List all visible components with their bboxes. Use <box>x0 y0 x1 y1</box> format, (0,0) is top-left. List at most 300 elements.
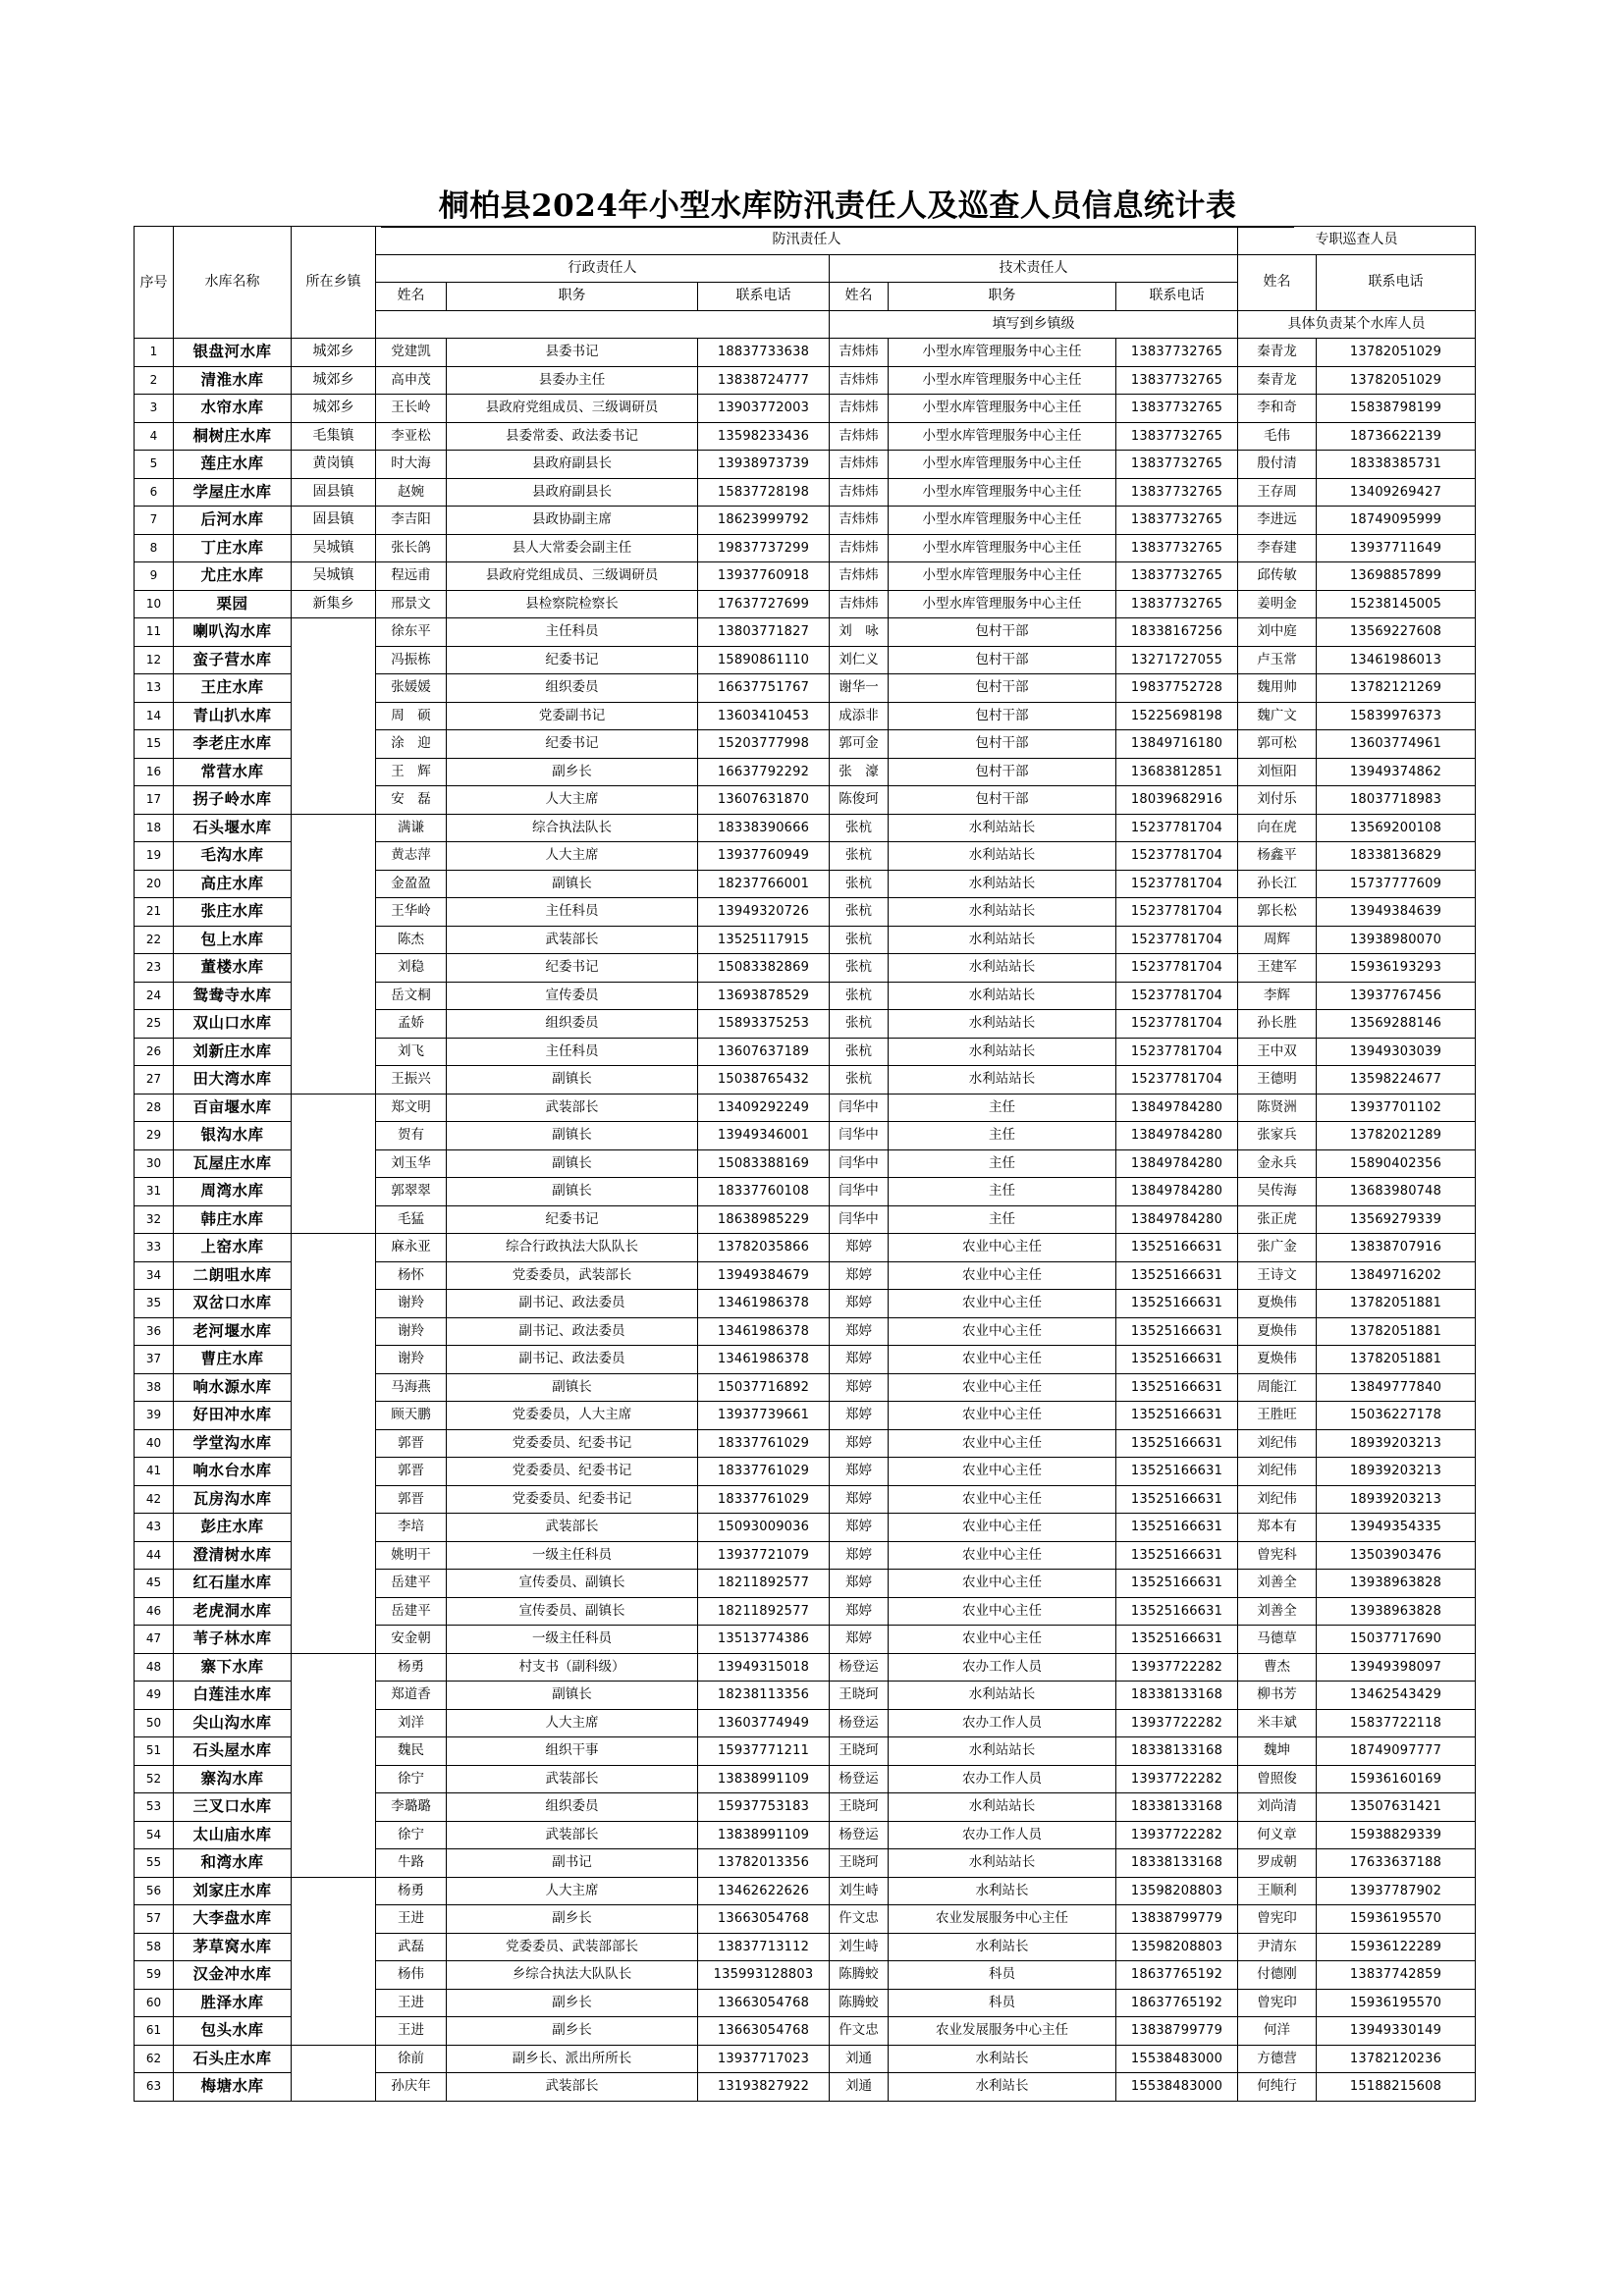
patrol-phone: 13782051029 <box>1317 366 1476 395</box>
admin-name: 涂 迎 <box>376 730 447 759</box>
row-number: 6 <box>135 478 174 507</box>
row-number: 8 <box>135 534 174 562</box>
admin-phone: 13838724777 <box>698 366 830 395</box>
table-row <box>135 562 1476 591</box>
patrol-phone: 15036227178 <box>1317 1402 1476 1430</box>
tech-position: 水利站站长 <box>889 1737 1116 1766</box>
admin-position: 综合执法队长 <box>447 814 698 842</box>
tech-position: 主任 <box>889 1149 1116 1178</box>
patrol-name: 孙长胜 <box>1238 1010 1317 1039</box>
row-number: 54 <box>135 1821 174 1849</box>
tech-phone: 15237781704 <box>1116 842 1238 871</box>
tech-name: 王晓珂 <box>830 1682 889 1710</box>
tech-position: 农业中心主任 <box>889 1290 1116 1318</box>
admin-phone: 13461986378 <box>698 1317 830 1346</box>
tech-phone: 18338133168 <box>1116 1737 1238 1766</box>
header-admin-phone: 联系电话 <box>698 283 830 311</box>
admin-position: 党委委员、纪委书记 <box>447 1458 698 1486</box>
admin-position: 副镇长 <box>447 870 698 898</box>
reservoir-name: 尖山沟水库 <box>174 1709 292 1737</box>
reservoir-name: 和湾水库 <box>174 1849 292 1878</box>
row-number: 1 <box>135 339 174 367</box>
tech-position: 农业中心主任 <box>889 1261 1116 1290</box>
tech-name: 郑婷 <box>830 1234 889 1262</box>
admin-phone: 18337760108 <box>698 1178 830 1206</box>
reservoir-name: 周湾水库 <box>174 1178 292 1206</box>
reservoir-name: 毛沟水库 <box>174 842 292 871</box>
tech-position: 水利站长 <box>889 1877 1116 1905</box>
tech-position: 农业中心主任 <box>889 1402 1116 1430</box>
tech-phone: 18338133168 <box>1116 1793 1238 1822</box>
patrol-phone: 13569288146 <box>1317 1010 1476 1039</box>
tech-phone: 13525166631 <box>1116 1317 1238 1346</box>
tech-position: 农业中心主任 <box>889 1234 1116 1262</box>
patrol-phone: 13782051881 <box>1317 1290 1476 1318</box>
admin-phone: 13937760949 <box>698 842 830 871</box>
admin-position: 武装部长 <box>447 1094 698 1122</box>
admin-name: 谢羚 <box>376 1346 447 1374</box>
row-number: 44 <box>135 1541 174 1570</box>
admin-phone: 13837713112 <box>698 1933 830 1961</box>
patrol-phone: 13938980070 <box>1317 926 1476 954</box>
admin-phone: 18238113356 <box>698 1682 830 1710</box>
town-name <box>292 1094 376 1234</box>
admin-name: 李璐璐 <box>376 1793 447 1822</box>
tech-name: 杨登运 <box>830 1765 889 1793</box>
tech-phone: 13838799779 <box>1116 2017 1238 2046</box>
reservoir-name: 莲庄水库 <box>174 451 292 479</box>
admin-position: 县政府副县长 <box>447 451 698 479</box>
tech-position: 小型水库管理服务中心主任 <box>889 366 1116 395</box>
tech-phone: 13837732765 <box>1116 395 1238 423</box>
tech-name: 郑婷 <box>830 1570 889 1598</box>
tech-name: 刘通 <box>830 2073 889 2102</box>
tech-position: 小型水库管理服务中心主任 <box>889 395 1116 423</box>
admin-position: 副乡长 <box>447 2017 698 2046</box>
admin-position: 党委副书记 <box>447 702 698 730</box>
tech-name: 吉炜炜 <box>830 590 889 618</box>
patrol-name: 吴传海 <box>1238 1178 1317 1206</box>
town-name: 城郊乡 <box>292 395 376 423</box>
patrol-phone: 13409269427 <box>1317 478 1476 507</box>
tech-position: 水利站站长 <box>889 1682 1116 1710</box>
tech-name: 闫华中 <box>830 1149 889 1178</box>
header-admin-name: 姓名 <box>376 283 447 311</box>
header-admin-position: 职务 <box>447 283 698 311</box>
admin-phone: 13193827922 <box>698 2073 830 2102</box>
tech-name: 郑婷 <box>830 1261 889 1290</box>
admin-position: 纪委书记 <box>447 646 698 674</box>
patrol-name: 毛伟 <box>1238 422 1317 451</box>
patrol-phone: 15737777609 <box>1317 870 1476 898</box>
admin-name: 岳建平 <box>376 1597 447 1626</box>
patrol-name: 刘纪伟 <box>1238 1429 1317 1458</box>
patrol-name: 向在虎 <box>1238 814 1317 842</box>
patrol-phone: 13782051881 <box>1317 1317 1476 1346</box>
row-number: 46 <box>135 1597 174 1626</box>
tech-phone: 13525166631 <box>1116 1485 1238 1514</box>
reservoir-name: 寨下水库 <box>174 1653 292 1682</box>
patrol-name: 夏焕伟 <box>1238 1290 1317 1318</box>
tech-phone: 13849784280 <box>1116 1094 1238 1122</box>
reservoir-name: 田大湾水库 <box>174 1066 292 1095</box>
tech-position: 农业中心主任 <box>889 1597 1116 1626</box>
header-flood-responsible: 防汛责任人 <box>376 227 1238 255</box>
patrol-name: 秦青龙 <box>1238 366 1317 395</box>
admin-phone: 18237766001 <box>698 870 830 898</box>
reservoir-name: 双岔口水库 <box>174 1290 292 1318</box>
reservoir-name: 响水台水库 <box>174 1458 292 1486</box>
table-row <box>135 1877 1476 1905</box>
row-number: 45 <box>135 1570 174 1598</box>
tech-name: 郑婷 <box>830 1402 889 1430</box>
patrol-phone: 13949330149 <box>1317 2017 1476 2046</box>
tech-phone: 13849784280 <box>1116 1122 1238 1150</box>
row-number: 25 <box>135 1010 174 1039</box>
tech-name: 陈腾蛟 <box>830 1961 889 1990</box>
patrol-phone: 18338385731 <box>1317 451 1476 479</box>
patrol-name: 刘恒阳 <box>1238 758 1317 786</box>
admin-position: 副镇长 <box>447 1682 698 1710</box>
admin-phone: 18211892577 <box>698 1597 830 1626</box>
row-number: 52 <box>135 1765 174 1793</box>
reservoir-name: 寨沟水库 <box>174 1765 292 1793</box>
town-name <box>292 2045 376 2101</box>
tech-name: 张杭 <box>830 1010 889 1039</box>
tech-phone: 13837732765 <box>1116 366 1238 395</box>
tech-phone: 13837732765 <box>1116 451 1238 479</box>
patrol-phone: 18338136829 <box>1317 842 1476 871</box>
reservoir-name: 胜泽水库 <box>174 1989 292 2017</box>
tech-name: 郑婷 <box>830 1458 889 1486</box>
tech-phone: 13683812851 <box>1116 758 1238 786</box>
tech-name: 闫华中 <box>830 1094 889 1122</box>
admin-phone: 13838991109 <box>698 1821 830 1849</box>
admin-phone: 13461986378 <box>698 1290 830 1318</box>
town-name: 黄岗镇 <box>292 451 376 479</box>
reservoir-name: 大李盘水库 <box>174 1905 292 1934</box>
tech-phone: 13525166631 <box>1116 1373 1238 1402</box>
admin-position: 县政府党组成员、三级调研员 <box>447 395 698 423</box>
patrol-name: 魏广文 <box>1238 702 1317 730</box>
row-number: 39 <box>135 1402 174 1430</box>
tech-phone: 13849716180 <box>1116 730 1238 759</box>
patrol-name: 魏坤 <box>1238 1737 1317 1766</box>
tech-phone: 13525166631 <box>1116 1290 1238 1318</box>
tech-phone: 18338167256 <box>1116 618 1238 647</box>
reservoir-name: 瓦房沟水库 <box>174 1485 292 1514</box>
reservoir-name: 红石崖水库 <box>174 1570 292 1598</box>
row-number: 63 <box>135 2073 174 2102</box>
table-row <box>135 814 1476 842</box>
tech-position: 水利站站长 <box>889 898 1116 927</box>
admin-position: 宣传委员、副镇长 <box>447 1570 698 1598</box>
tech-position: 农业中心主任 <box>889 1458 1116 1486</box>
admin-phone: 18623999792 <box>698 507 830 535</box>
admin-name: 杨伟 <box>376 1961 447 1990</box>
tech-name: 郑婷 <box>830 1429 889 1458</box>
reservoir-name: 苇子林水库 <box>174 1626 292 1654</box>
patrol-phone: 15936195570 <box>1317 1989 1476 2017</box>
tech-name: 郑婷 <box>830 1485 889 1514</box>
row-number: 37 <box>135 1346 174 1374</box>
patrol-phone: 15838798199 <box>1317 395 1476 423</box>
reservoir-name: 桐树庄水库 <box>174 422 292 451</box>
admin-name: 杨怀 <box>376 1261 447 1290</box>
tech-position: 小型水库管理服务中心主任 <box>889 422 1116 451</box>
tech-position: 小型水库管理服务中心主任 <box>889 339 1116 367</box>
patrol-name: 金永兵 <box>1238 1149 1317 1178</box>
tech-position: 水利站站长 <box>889 1010 1116 1039</box>
admin-position: 副镇长 <box>447 1066 698 1095</box>
admin-name: 周 硕 <box>376 702 447 730</box>
tech-position: 小型水库管理服务中心主任 <box>889 534 1116 562</box>
admin-phone: 13937717023 <box>698 2045 830 2073</box>
header-patrol-phone: 联系电话 <box>1317 254 1476 310</box>
admin-position: 纪委书记 <box>447 954 698 983</box>
row-number: 33 <box>135 1234 174 1262</box>
patrol-name: 张广金 <box>1238 1234 1317 1262</box>
tech-name: 郑婷 <box>830 1597 889 1626</box>
header-reservoir: 水库名称 <box>174 227 292 339</box>
admin-position: 副乡长、派出所所长 <box>447 2045 698 2073</box>
patrol-name: 李和奇 <box>1238 395 1317 423</box>
patrol-name: 马德草 <box>1238 1626 1317 1654</box>
patrol-name: 王胜旺 <box>1238 1402 1317 1430</box>
reservoir-name: 石头屋水库 <box>174 1737 292 1766</box>
patrol-name: 尹清东 <box>1238 1933 1317 1961</box>
patrol-name: 刘尚清 <box>1238 1793 1317 1822</box>
reservoir-name: 曹庄水库 <box>174 1346 292 1374</box>
tech-name: 刘通 <box>830 2045 889 2073</box>
row-number: 60 <box>135 1989 174 2017</box>
tech-position: 科员 <box>889 1989 1116 2017</box>
tech-phone: 13837732765 <box>1116 562 1238 591</box>
admin-position: 副镇长 <box>447 1149 698 1178</box>
tech-position: 水利站站长 <box>889 870 1116 898</box>
patrol-phone: 15936193293 <box>1317 954 1476 983</box>
admin-name: 刘稳 <box>376 954 447 983</box>
reservoir-name: 尤庄水库 <box>174 562 292 591</box>
patrol-phone: 15936122289 <box>1317 1933 1476 1961</box>
reservoir-name: 澄清树水库 <box>174 1541 292 1570</box>
tech-position: 主任 <box>889 1178 1116 1206</box>
row-number: 20 <box>135 870 174 898</box>
admin-phone: 18337761029 <box>698 1485 830 1514</box>
title-underline <box>381 187 1294 228</box>
admin-name: 冯振栋 <box>376 646 447 674</box>
admin-position: 副书记、政法委员 <box>447 1290 698 1318</box>
tech-phone: 13525166631 <box>1116 1514 1238 1542</box>
patrol-name: 夏焕伟 <box>1238 1317 1317 1346</box>
patrol-name: 孙长江 <box>1238 870 1317 898</box>
patrol-name: 曹杰 <box>1238 1653 1317 1682</box>
reservoir-name: 梅塘水库 <box>174 2073 292 2102</box>
admin-position: 一级主任科员 <box>447 1541 698 1570</box>
admin-name: 刘飞 <box>376 1038 447 1066</box>
admin-phone: 15837728198 <box>698 478 830 507</box>
tech-name: 张杭 <box>830 842 889 871</box>
row-number: 38 <box>135 1373 174 1402</box>
tech-name: 杨登运 <box>830 1821 889 1849</box>
town-name: 吴城镇 <box>292 534 376 562</box>
tech-position: 农业中心主任 <box>889 1429 1116 1458</box>
tech-position: 小型水库管理服务中心主任 <box>889 478 1116 507</box>
admin-name: 岳建平 <box>376 1570 447 1598</box>
patrol-name: 邱传敏 <box>1238 562 1317 591</box>
admin-phone: 13607637189 <box>698 1038 830 1066</box>
town-name: 固县镇 <box>292 507 376 535</box>
reservoir-name: 丁庄水库 <box>174 534 292 562</box>
town-name: 城郊乡 <box>292 339 376 367</box>
admin-name: 王进 <box>376 1905 447 1934</box>
admin-name: 徐前 <box>376 2045 447 2073</box>
admin-phone: 13663054768 <box>698 2017 830 2046</box>
patrol-name: 刘纪伟 <box>1238 1458 1317 1486</box>
admin-name: 郭晋 <box>376 1429 447 1458</box>
tech-name: 闫华中 <box>830 1178 889 1206</box>
patrol-name: 曾宪印 <box>1238 1905 1317 1934</box>
tech-position: 水利站长 <box>889 1933 1116 1961</box>
table-row <box>135 1234 1476 1262</box>
admin-phone: 13949315018 <box>698 1653 830 1682</box>
admin-phone: 17637727699 <box>698 590 830 618</box>
row-number: 51 <box>135 1737 174 1766</box>
admin-position: 宣传委员、副镇长 <box>447 1597 698 1626</box>
patrol-name: 米丰斌 <box>1238 1709 1317 1737</box>
tech-position: 农业中心主任 <box>889 1346 1116 1374</box>
reservoir-name: 鸳鸯寺水库 <box>174 982 292 1010</box>
tech-position: 农业中心主任 <box>889 1317 1116 1346</box>
patrol-name: 李辉 <box>1238 982 1317 1010</box>
town-name: 吴城镇 <box>292 562 376 591</box>
reservoir-name: 刘家庄水库 <box>174 1877 292 1905</box>
admin-phone: 13937739661 <box>698 1402 830 1430</box>
tech-name: 张杭 <box>830 1066 889 1095</box>
admin-phone: 13409292249 <box>698 1094 830 1122</box>
admin-phone: 16637792292 <box>698 758 830 786</box>
tech-position: 农业中心主任 <box>889 1570 1116 1598</box>
admin-position: 副乡长 <box>447 758 698 786</box>
table-row <box>135 478 1476 507</box>
patrol-name: 付德刚 <box>1238 1961 1317 1990</box>
tech-position: 农办工作人员 <box>889 1821 1116 1849</box>
admin-phone: 13937760918 <box>698 562 830 591</box>
patrol-phone: 18749095999 <box>1317 507 1476 535</box>
reservoir-name: 清淮水库 <box>174 366 292 395</box>
patrol-name: 夏焕伟 <box>1238 1346 1317 1374</box>
patrol-phone: 18749097777 <box>1317 1737 1476 1766</box>
header-admin: 行政责任人 <box>376 254 830 283</box>
row-number: 47 <box>135 1626 174 1654</box>
patrol-phone: 13569200108 <box>1317 814 1476 842</box>
admin-phone: 13938973739 <box>698 451 830 479</box>
patrol-phone: 15037717690 <box>1317 1626 1476 1654</box>
row-number: 30 <box>135 1149 174 1178</box>
reservoir-name: 好田冲水库 <box>174 1402 292 1430</box>
tech-phone: 13525166631 <box>1116 1429 1238 1458</box>
row-number: 32 <box>135 1205 174 1234</box>
header-seq: 序号 <box>135 227 174 339</box>
table-row <box>135 366 1476 395</box>
admin-name: 李吉阳 <box>376 507 447 535</box>
patrol-phone: 13569279339 <box>1317 1205 1476 1234</box>
reservoir-name: 老虎洞水库 <box>174 1597 292 1626</box>
patrol-name: 柳书芳 <box>1238 1682 1317 1710</box>
patrol-phone: 18939203213 <box>1317 1458 1476 1486</box>
reservoir-name: 高庄水库 <box>174 870 292 898</box>
admin-phone: 16637751767 <box>698 674 830 703</box>
patrol-name: 郑本有 <box>1238 1514 1317 1542</box>
tech-phone: 15237781704 <box>1116 1038 1238 1066</box>
tech-phone: 18637765192 <box>1116 1989 1238 2017</box>
patrol-name: 刘善全 <box>1238 1597 1317 1626</box>
patrol-name: 秦青龙 <box>1238 339 1317 367</box>
tech-name: 成添非 <box>830 702 889 730</box>
tech-phone: 18338133168 <box>1116 1849 1238 1878</box>
admin-phone: 13607631870 <box>698 786 830 815</box>
admin-name: 马海燕 <box>376 1373 447 1402</box>
admin-position: 党委委员、纪委书记 <box>447 1485 698 1514</box>
tech-phone: 19837752728 <box>1116 674 1238 703</box>
reservoir-name: 李老庄水库 <box>174 730 292 759</box>
reservoir-name: 响水源水库 <box>174 1373 292 1402</box>
town-name <box>292 1234 376 1654</box>
tech-phone: 15237781704 <box>1116 870 1238 898</box>
admin-name: 安 磊 <box>376 786 447 815</box>
header-tech-position: 职务 <box>889 283 1116 311</box>
admin-position: 纪委书记 <box>447 730 698 759</box>
row-number: 17 <box>135 786 174 815</box>
tech-name: 陈腾蛟 <box>830 1989 889 2017</box>
reservoir-name: 包头水库 <box>174 2017 292 2046</box>
patrol-name: 何洋 <box>1238 2017 1317 2046</box>
tech-position: 包村干部 <box>889 674 1116 703</box>
tech-name: 刘 咏 <box>830 618 889 647</box>
admin-name: 贺有 <box>376 1122 447 1150</box>
tech-phone: 13937722282 <box>1116 1765 1238 1793</box>
admin-name: 谢羚 <box>376 1317 447 1346</box>
admin-name: 魏民 <box>376 1737 447 1766</box>
admin-phone: 15890861110 <box>698 646 830 674</box>
patrol-name: 方德营 <box>1238 2045 1317 2073</box>
tech-phone: 15237781704 <box>1116 1010 1238 1039</box>
row-number: 12 <box>135 646 174 674</box>
patrol-name: 何纯行 <box>1238 2073 1317 2102</box>
patrol-phone: 13837742859 <box>1317 1961 1476 1990</box>
tech-name: 张杭 <box>830 982 889 1010</box>
admin-phone: 13693878529 <box>698 982 830 1010</box>
row-number: 50 <box>135 1709 174 1737</box>
tech-position: 水利站站长 <box>889 954 1116 983</box>
admin-name: 王 辉 <box>376 758 447 786</box>
tech-name: 张杭 <box>830 870 889 898</box>
reservoir-name: 王庄水库 <box>174 674 292 703</box>
admin-position: 党委委员，武装部长 <box>447 1261 698 1290</box>
row-number: 27 <box>135 1066 174 1095</box>
reservoir-name: 银沟水库 <box>174 1122 292 1150</box>
row-number: 31 <box>135 1178 174 1206</box>
tech-name: 张杭 <box>830 1038 889 1066</box>
row-number: 49 <box>135 1682 174 1710</box>
admin-phone: 15037716892 <box>698 1373 830 1402</box>
patrol-name: 王德明 <box>1238 1066 1317 1095</box>
reservoir-name: 双山口水库 <box>174 1010 292 1039</box>
row-number: 28 <box>135 1094 174 1122</box>
tech-phone: 13937722282 <box>1116 1653 1238 1682</box>
table-row <box>135 422 1476 451</box>
tech-position: 农业发展服务中心主任 <box>889 1905 1116 1934</box>
